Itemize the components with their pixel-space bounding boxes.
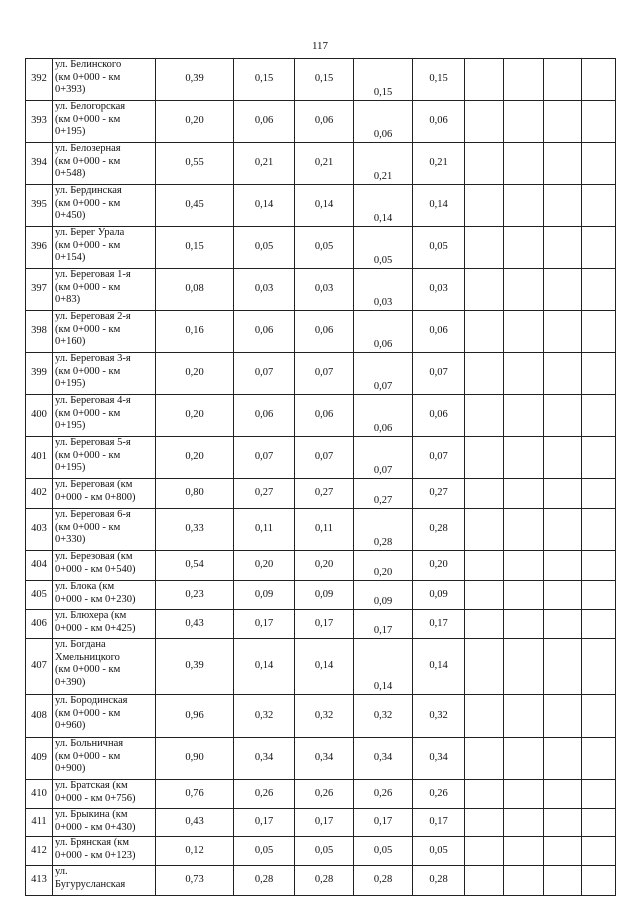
row-number: 403: [26, 509, 53, 551]
value-cell-v5: 0,14: [413, 639, 465, 695]
empty-cell: [582, 738, 616, 780]
row-number: 393: [26, 101, 53, 143]
value-cell-v5: 0,21: [413, 143, 465, 185]
empty-cell: [504, 551, 544, 581]
street-name: ул. Блюхера (км 0+000 - км 0+425): [53, 610, 156, 639]
value-cell-v5: 0,15: [413, 59, 465, 101]
empty-cell: [582, 509, 616, 551]
road-table: [25, 58, 616, 896]
empty-cell: [544, 311, 582, 353]
empty-cell: [544, 738, 582, 780]
empty-cell: [582, 866, 616, 896]
table-row: [26, 509, 616, 551]
value-cell-v1: 0,23: [156, 581, 234, 610]
table-row: [26, 780, 616, 809]
value-cell-v4: 0,28: [354, 866, 413, 896]
value-cell-v1: 0,45: [156, 185, 234, 227]
value-cell-v1: 0,20: [156, 101, 234, 143]
empty-cell: [582, 551, 616, 581]
empty-cell: [544, 143, 582, 185]
street-name: ул. Береговая 1-я (км 0+000 - км 0+83): [53, 269, 156, 311]
empty-cell: [504, 143, 544, 185]
value-cell-v3: 0,14: [295, 185, 354, 227]
row-number: 411: [26, 809, 53, 837]
empty-cell: [544, 59, 582, 101]
table-row: [26, 437, 616, 479]
value-cell-v1: 0,20: [156, 353, 234, 395]
street-name: ул. Береговая 5-я (км 0+000 - км 0+195): [53, 437, 156, 479]
street-name: ул. Больничная (км 0+000 - км 0+900): [53, 738, 156, 780]
empty-cell: [544, 227, 582, 269]
table-row: [26, 738, 616, 780]
value-cell-v5: 0,17: [413, 610, 465, 639]
row-number: 407: [26, 639, 53, 695]
value-cell-v2: 0,27: [234, 479, 295, 509]
value-cell-v2: 0,34: [234, 738, 295, 780]
table-row: [26, 353, 616, 395]
value-cell-v2: 0,32: [234, 695, 295, 738]
value-cell-v5: 0,05: [413, 837, 465, 866]
value-cell-v5: 0,28: [413, 866, 465, 896]
row-number: 395: [26, 185, 53, 227]
value-cell-v3: 0,28: [295, 866, 354, 896]
value-cell-v2: 0,03: [234, 269, 295, 311]
value-cell-v4: 0,21: [354, 143, 413, 185]
empty-cell: [544, 269, 582, 311]
value-cell-v4: 0,06: [354, 395, 413, 437]
value-cell-v4: 0,06: [354, 311, 413, 353]
value-cell-v2: 0,07: [234, 437, 295, 479]
value-cell-v4: 0,06: [354, 101, 413, 143]
value-cell-v4: 0,34: [354, 738, 413, 780]
empty-cell: [582, 780, 616, 809]
empty-cell: [582, 639, 616, 695]
value-cell-v1: 0,80: [156, 479, 234, 509]
row-number: 392: [26, 59, 53, 101]
value-cell-v4: 0,26: [354, 780, 413, 809]
empty-cell: [544, 610, 582, 639]
table-row: [26, 581, 616, 610]
value-cell-v3: 0,15: [295, 59, 354, 101]
empty-cell: [544, 353, 582, 395]
row-number: 397: [26, 269, 53, 311]
empty-cell: [504, 227, 544, 269]
value-cell-v1: 0,15: [156, 227, 234, 269]
value-cell-v1: 0,55: [156, 143, 234, 185]
empty-cell: [465, 269, 504, 311]
value-cell-v4: 0,09: [354, 581, 413, 610]
empty-cell: [582, 59, 616, 101]
value-cell-v5: 0,32: [413, 695, 465, 738]
empty-cell: [465, 551, 504, 581]
value-cell-v3: 0,06: [295, 311, 354, 353]
row-number: 396: [26, 227, 53, 269]
empty-cell: [582, 837, 616, 866]
table-row: [26, 311, 616, 353]
value-cell-v1: 0,39: [156, 59, 234, 101]
empty-cell: [582, 311, 616, 353]
empty-cell: [582, 353, 616, 395]
value-cell-v5: 0,06: [413, 395, 465, 437]
empty-cell: [504, 185, 544, 227]
table-row: [26, 809, 616, 837]
value-cell-v5: 0,05: [413, 227, 465, 269]
row-number: 401: [26, 437, 53, 479]
empty-cell: [465, 311, 504, 353]
table-row: [26, 695, 616, 738]
value-cell-v1: 0,43: [156, 610, 234, 639]
value-cell-v1: 0,20: [156, 437, 234, 479]
street-name: ул. Береговая 6-я (км 0+000 - км 0+330): [53, 509, 156, 551]
value-cell-v1: 0,96: [156, 695, 234, 738]
value-cell-v4: 0,28: [354, 509, 413, 551]
table-row: [26, 479, 616, 509]
value-cell-v2: 0,20: [234, 551, 295, 581]
value-cell-v5: 0,34: [413, 738, 465, 780]
value-cell-v2: 0,15: [234, 59, 295, 101]
table-row: [26, 639, 616, 695]
empty-cell: [544, 437, 582, 479]
value-cell-v2: 0,17: [234, 610, 295, 639]
empty-cell: [465, 185, 504, 227]
empty-cell: [504, 101, 544, 143]
table-row: [26, 59, 616, 101]
empty-cell: [504, 311, 544, 353]
table-row: [26, 269, 616, 311]
empty-cell: [582, 610, 616, 639]
value-cell-v2: 0,26: [234, 780, 295, 809]
empty-cell: [544, 551, 582, 581]
street-name: ул. Братская (км 0+000 - км 0+756): [53, 780, 156, 809]
street-name: ул. Бугурусланская: [53, 866, 156, 896]
value-cell-v1: 0,90: [156, 738, 234, 780]
empty-cell: [544, 101, 582, 143]
street-name: ул. Береговая 4-я (км 0+000 - км 0+195): [53, 395, 156, 437]
value-cell-v4: 0,07: [354, 353, 413, 395]
value-cell-v2: 0,21: [234, 143, 295, 185]
empty-cell: [465, 143, 504, 185]
empty-cell: [544, 509, 582, 551]
value-cell-v3: 0,32: [295, 695, 354, 738]
empty-cell: [582, 581, 616, 610]
value-cell-v4: 0,27: [354, 479, 413, 509]
value-cell-v3: 0,20: [295, 551, 354, 581]
table-row: [26, 143, 616, 185]
empty-cell: [465, 639, 504, 695]
empty-cell: [504, 639, 544, 695]
value-cell-v1: 0,08: [156, 269, 234, 311]
street-name: ул. Белинского (км 0+000 - км 0+393): [53, 59, 156, 101]
empty-cell: [465, 101, 504, 143]
row-number: 413: [26, 866, 53, 896]
value-cell-v5: 0,26: [413, 780, 465, 809]
value-cell-v4: 0,05: [354, 837, 413, 866]
value-cell-v2: 0,05: [234, 227, 295, 269]
value-cell-v4: 0,14: [354, 185, 413, 227]
value-cell-v1: 0,39: [156, 639, 234, 695]
value-cell-v4: 0,14: [354, 639, 413, 695]
value-cell-v4: 0,20: [354, 551, 413, 581]
empty-cell: [465, 610, 504, 639]
value-cell-v5: 0,27: [413, 479, 465, 509]
value-cell-v2: 0,07: [234, 353, 295, 395]
empty-cell: [544, 395, 582, 437]
empty-cell: [504, 437, 544, 479]
row-number: 402: [26, 479, 53, 509]
street-name: ул. Брянская (км 0+000 - км 0+123): [53, 837, 156, 866]
value-cell-v2: 0,06: [234, 101, 295, 143]
page-number: 117: [311, 40, 329, 52]
empty-cell: [544, 581, 582, 610]
empty-cell: [504, 610, 544, 639]
empty-cell: [582, 695, 616, 738]
value-cell-v2: 0,28: [234, 866, 295, 896]
empty-cell: [582, 269, 616, 311]
value-cell-v3: 0,14: [295, 639, 354, 695]
row-number: 399: [26, 353, 53, 395]
table-body: [26, 59, 616, 896]
empty-cell: [582, 809, 616, 837]
row-number: 404: [26, 551, 53, 581]
value-cell-v2: 0,09: [234, 581, 295, 610]
empty-cell: [465, 353, 504, 395]
table-row: [26, 551, 616, 581]
value-cell-v5: 0,28: [413, 509, 465, 551]
empty-cell: [582, 185, 616, 227]
value-cell-v4: 0,15: [354, 59, 413, 101]
value-cell-v3: 0,17: [295, 610, 354, 639]
value-cell-v3: 0,27: [295, 479, 354, 509]
empty-cell: [465, 738, 504, 780]
table-row: [26, 185, 616, 227]
empty-cell: [544, 780, 582, 809]
empty-cell: [465, 479, 504, 509]
street-name: ул. Береговая 3-я (км 0+000 - км 0+195): [53, 353, 156, 395]
empty-cell: [544, 837, 582, 866]
empty-cell: [465, 780, 504, 809]
empty-cell: [544, 809, 582, 837]
street-name: ул. Богдана Хмельницкого (км 0+000 - км 0+390): [53, 639, 156, 695]
value-cell-v1: 0,16: [156, 311, 234, 353]
street-name: ул. Белозерная (км 0+000 - км 0+548): [53, 143, 156, 185]
empty-cell: [465, 809, 504, 837]
value-cell-v5: 0,09: [413, 581, 465, 610]
table-row: [26, 227, 616, 269]
value-cell-v1: 0,20: [156, 395, 234, 437]
street-name: ул. Белогорская (км 0+000 - км 0+195): [53, 101, 156, 143]
value-cell-v5: 0,14: [413, 185, 465, 227]
table-row: [26, 610, 616, 639]
empty-cell: [544, 185, 582, 227]
value-cell-v3: 0,05: [295, 227, 354, 269]
row-number: 412: [26, 837, 53, 866]
value-cell-v4: 0,05: [354, 227, 413, 269]
value-cell-v3: 0,17: [295, 809, 354, 837]
value-cell-v1: 0,73: [156, 866, 234, 896]
value-cell-v3: 0,09: [295, 581, 354, 610]
empty-cell: [465, 581, 504, 610]
value-cell-v1: 0,76: [156, 780, 234, 809]
empty-cell: [504, 509, 544, 551]
empty-cell: [465, 227, 504, 269]
street-name: ул. Бердинская (км 0+000 - км 0+450): [53, 185, 156, 227]
empty-cell: [582, 227, 616, 269]
street-name: ул. Блока (км 0+000 - км 0+230): [53, 581, 156, 610]
empty-cell: [465, 437, 504, 479]
empty-cell: [544, 479, 582, 509]
value-cell-v5: 0,06: [413, 311, 465, 353]
table-row: [26, 101, 616, 143]
row-number: 406: [26, 610, 53, 639]
table-row: [26, 866, 616, 896]
empty-cell: [465, 59, 504, 101]
row-number: 408: [26, 695, 53, 738]
value-cell-v3: 0,06: [295, 101, 354, 143]
empty-cell: [504, 866, 544, 896]
street-name: ул. Березовая (км 0+000 - км 0+540): [53, 551, 156, 581]
value-cell-v3: 0,07: [295, 353, 354, 395]
street-name: ул. Береговая 2-я (км 0+000 - км 0+160): [53, 311, 156, 353]
table-row: [26, 395, 616, 437]
value-cell-v2: 0,11: [234, 509, 295, 551]
empty-cell: [504, 581, 544, 610]
street-name: ул. Берег Урала (км 0+000 - км 0+154): [53, 227, 156, 269]
empty-cell: [504, 738, 544, 780]
value-cell-v3: 0,03: [295, 269, 354, 311]
value-cell-v2: 0,06: [234, 311, 295, 353]
empty-cell: [465, 395, 504, 437]
value-cell-v1: 0,33: [156, 509, 234, 551]
row-number: 400: [26, 395, 53, 437]
empty-cell: [504, 479, 544, 509]
empty-cell: [582, 395, 616, 437]
empty-cell: [465, 695, 504, 738]
value-cell-v4: 0,03: [354, 269, 413, 311]
street-name: ул. Брыкина (км 0+000 - км 0+430): [53, 809, 156, 837]
value-cell-v5: 0,03: [413, 269, 465, 311]
value-cell-v1: 0,12: [156, 837, 234, 866]
row-number: 405: [26, 581, 53, 610]
empty-cell: [504, 395, 544, 437]
row-number: 398: [26, 311, 53, 353]
value-cell-v5: 0,06: [413, 101, 465, 143]
value-cell-v2: 0,14: [234, 185, 295, 227]
value-cell-v1: 0,43: [156, 809, 234, 837]
value-cell-v5: 0,17: [413, 809, 465, 837]
value-cell-v2: 0,05: [234, 837, 295, 866]
empty-cell: [504, 695, 544, 738]
empty-cell: [544, 695, 582, 738]
empty-cell: [582, 437, 616, 479]
value-cell-v3: 0,06: [295, 395, 354, 437]
empty-cell: [582, 101, 616, 143]
empty-cell: [504, 837, 544, 866]
empty-cell: [544, 866, 582, 896]
table-row: [26, 837, 616, 866]
row-number: 410: [26, 780, 53, 809]
empty-cell: [582, 479, 616, 509]
value-cell-v4: 0,07: [354, 437, 413, 479]
empty-cell: [504, 269, 544, 311]
street-name: ул. Береговая (км 0+000 - км 0+800): [53, 479, 156, 509]
empty-cell: [504, 780, 544, 809]
empty-cell: [504, 353, 544, 395]
value-cell-v3: 0,05: [295, 837, 354, 866]
value-cell-v4: 0,17: [354, 610, 413, 639]
value-cell-v5: 0,20: [413, 551, 465, 581]
value-cell-v4: 0,17: [354, 809, 413, 837]
empty-cell: [504, 59, 544, 101]
empty-cell: [544, 639, 582, 695]
empty-cell: [465, 509, 504, 551]
empty-cell: [465, 866, 504, 896]
empty-cell: [465, 837, 504, 866]
value-cell-v2: 0,06: [234, 395, 295, 437]
row-number: 409: [26, 738, 53, 780]
value-cell-v3: 0,34: [295, 738, 354, 780]
value-cell-v5: 0,07: [413, 353, 465, 395]
value-cell-v3: 0,21: [295, 143, 354, 185]
street-name: ул. Бородинская (км 0+000 - км 0+960): [53, 695, 156, 738]
row-number: 394: [26, 143, 53, 185]
value-cell-v2: 0,14: [234, 639, 295, 695]
value-cell-v3: 0,07: [295, 437, 354, 479]
value-cell-v1: 0,54: [156, 551, 234, 581]
value-cell-v4: 0,32: [354, 695, 413, 738]
empty-cell: [582, 143, 616, 185]
empty-cell: [504, 809, 544, 837]
value-cell-v2: 0,17: [234, 809, 295, 837]
value-cell-v3: 0,11: [295, 509, 354, 551]
value-cell-v5: 0,07: [413, 437, 465, 479]
value-cell-v3: 0,26: [295, 780, 354, 809]
